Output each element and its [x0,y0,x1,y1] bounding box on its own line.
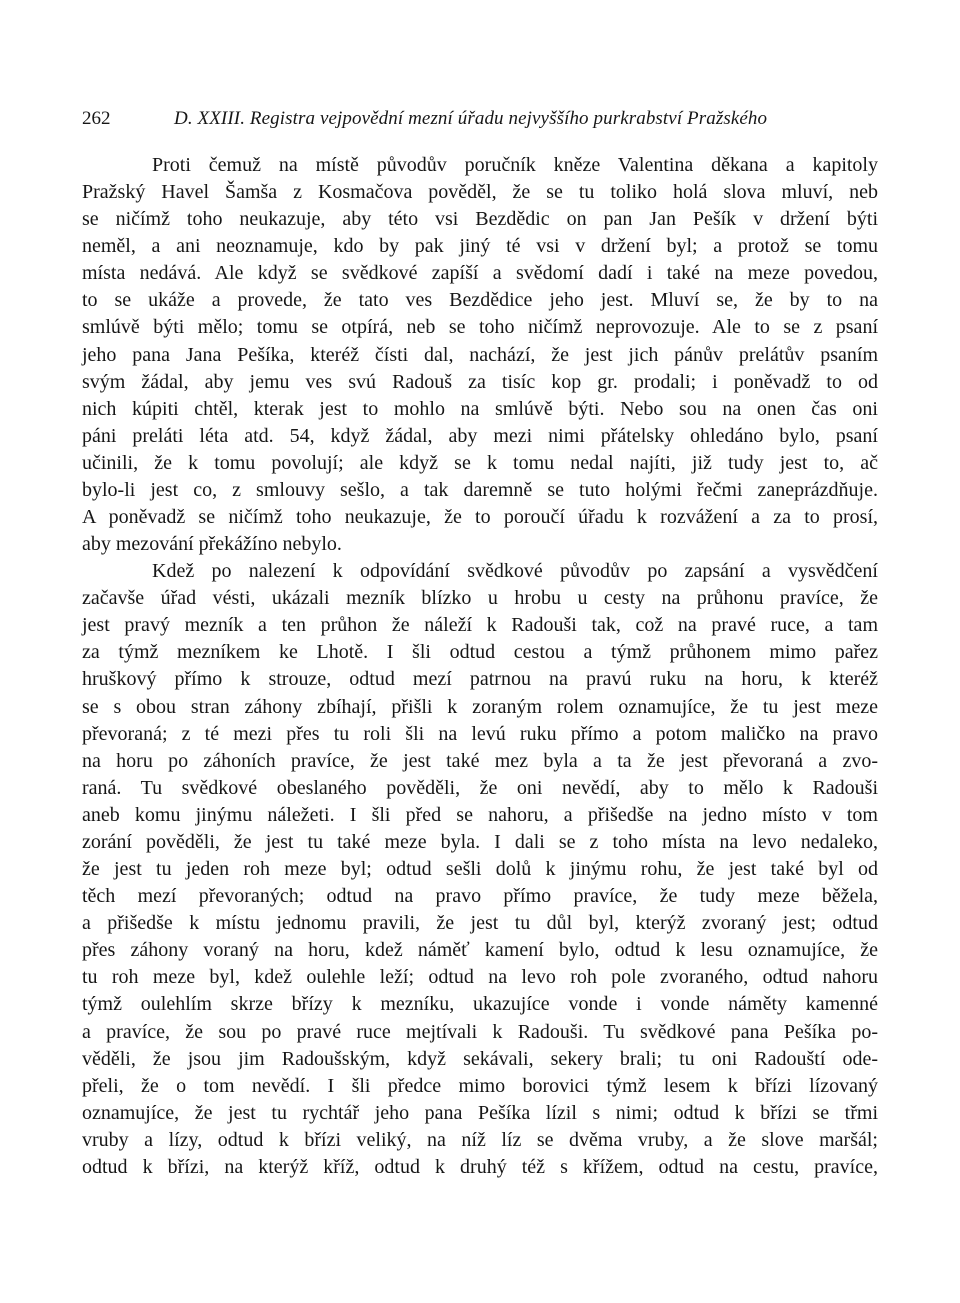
page-number: 262 [82,108,111,129]
text-line: začavše úřad vésti, ukázali mezník blízko u hrobu u cesty na průhonu pravíce, že [82,587,878,610]
text-line: se ničímž toho neukazuje, aby této vsi Bezdědic on pan Jan Pešík v držení býti [82,208,878,231]
text-line: Pražský Havel Šamša z Kosmačova pověděl, že se tu toliko holá slova mluví, neb [82,181,878,204]
text-line: na horu po záhoních pravíce, že jest také mez byla a ta že jest převoraná a zvo- [82,749,878,772]
text-line: hruškový přímo k strouze, odtud mezí patrnou na pravú ruku na horu, k kteréž [82,668,878,691]
text-line: zorání pověděli, že jest tu také meze byla. I dali se z toho místa na levo nedaleko, [82,830,878,853]
text-line: odtud k břízi, na kterýž kříž, odtud k druhý též s křížem, odtud na cestu, pravíce, [82,1155,878,1178]
paragraph [82,152,878,558]
paragraph [82,558,878,1181]
text-line: Kdež po nalezení k odpovídání svědkové původův po zapsání a vysvědčení [152,560,878,583]
text-line: neměl, a ani neoznamuje, kdo by pak jiný té vsi v držení byl; a protož se tomu [82,235,878,258]
text-line: že jest tu jeden roh meze byl; odtud sešli dolů k jinýmu rohu, že jest také byl od [82,858,878,881]
text-line: jeho pana Jana Pešíka, kteréž čísti dal, nachází, že jest jich pánův prelátův psaním [82,343,878,366]
text-line: přeli, že o tom nevědí. I šli předce mimo borovici týmž lesem k břízi lízovaný [82,1074,878,1097]
text-line: nich kúpiti chtěl, kterak jest to mohlo na smlúvě býti. Nebo sou na onen čas oni [82,397,878,420]
text-line: přes záhony voraný na horu, kdež náměť kamení bylo, odtud k lesu oznamujíce, že [82,939,878,962]
text-line: a přišedše k místu jednomu pravili, že jest tu důl byl, kterýž zvoraný jest; odtud [82,912,878,935]
running-head: D. XXIII. Registra vejpovědní mezní úřadu nejvyššího purkrabství Pražského [174,108,768,129]
text-line: aby mezování překážíno nebylo. [82,533,342,556]
text-line: A poněvadž se ničímž toho neukazuje, že to poroučí úřadu k rozvážení a za to prosí, [82,506,878,529]
text-line: převoraná; z té mezi přes tu roli šli na levú ruku přímo a potom maličko na pravo [82,722,878,745]
text-line: za týmž mezníkem ke Lhotě. I šli odtud cestou a týmž průhonem mimo pařez [82,641,878,664]
text-line: se s obou stran záhony zbíhají, přišli k zoraným rolem oznamujíce, že tu jest meze [82,695,878,718]
text-line: věděli, že jsou jim Radoušským, když sekávali, sekery brali; tu oni Radouští ode- [82,1047,878,1070]
text-line: svým žádal, aby jemu ves svú Radouš za tisíc kop gr. prodali; i poněvadž to od [82,370,878,393]
text-line: místa nedává. Ale když se svědkové zapíší a svědomí dadí i také na meze povedou, [82,262,878,285]
text-line: a pravíce, že sou po pravé ruce mejtívali k Radouši. Tu svědkové pana Pešíka po- [82,1020,878,1043]
text-line: těch mezí převoraných; odtud na pravo přímo pravíce, že tudy meze běžela, [82,885,878,908]
text-line: jest pravý mezník a ten průhon že náleží k Radouši tak, což na pravé ruce, a tam [82,614,878,637]
text-line: páni preláti léta atd. 54, když žádal, aby mezi nimi přátelsky ohledáno bylo, psaní [82,424,878,447]
text-line: vruby a lízy, odtud k břízi veliký, na níž líz se dvěma vruby, a že slove maršál; [82,1128,878,1151]
text-line: tu roh meze byl, kdež oulehle leží; odtud na levo roh pole zvoraného, odtud nahoru [82,966,878,989]
text-line: týmž oulehlím skrze břízy k mezníku, ukazujíce vonde i vonde náměty kamenné [82,993,878,1016]
text-line: smlúvě býti mělo; tomu se otpírá, neb se toho ničímž neprovozuje. Ale to se z psaní [82,316,878,339]
text-line: Proti čemuž na místě původův poručník kněze Valentina děkana a kapitoly [152,154,878,176]
text-line: aneb komu jinýmu náležeti. I šli před se nahoru, a přišedše na jedno místo v tom [82,803,878,826]
text-line: oznamujíce, že jest tu rychtář jeho pana Pešíka lízil s nimi; odtud k břízi se třmi [82,1101,878,1124]
text-line: raná. Tu svědkové obeslaného pověděli, že oni nevědí, aby to mělo k Radouši [82,776,878,799]
page-header [82,104,882,134]
text-line: to se ukáže a provede, že tato ves Bezdědice jeho jest. Mluví se, že by to na [82,289,878,312]
text-line: bylo-li jest co, z smlouvy sešlo, a tak daremně se tuto holými řečmi zaneprázdňuje. [82,478,878,501]
text-line: učinili, že k tomu povolují; ale když se k tomu nedal najíti, již tudy jest to, ač [82,451,878,474]
body-text [82,152,878,1181]
